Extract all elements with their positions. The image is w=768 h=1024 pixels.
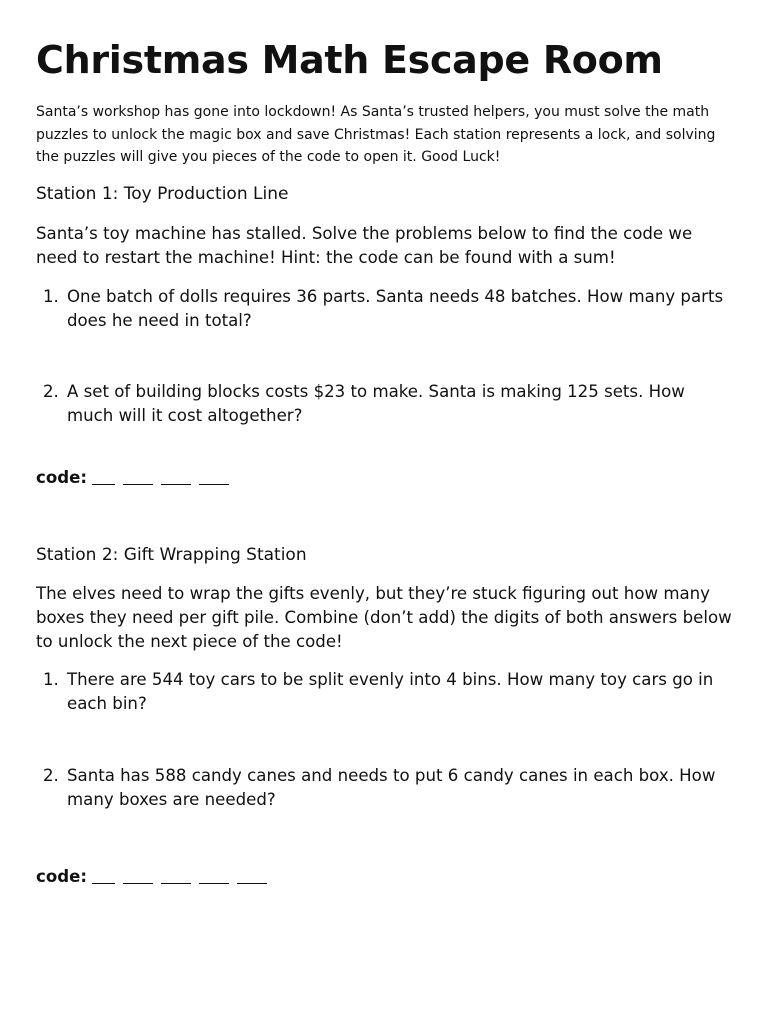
- code-label: code:: [36, 867, 88, 886]
- code-blank[interactable]: [161, 484, 191, 485]
- code-label: code:: [36, 468, 88, 487]
- station-1-code-line: [36, 466, 237, 490]
- question-number: 2.: [43, 382, 59, 401]
- question-text: One batch of dolls requires 36 parts. Santa needs 48 batches. How many parts does he need in total?: [67, 287, 724, 330]
- station-2-title: Station 2: Gift Wrapping Station: [36, 545, 307, 565]
- question-text: A set of building blocks costs $23 to make. Santa is making 125 sets. How much will it cost altogether?: [67, 382, 685, 425]
- code-blank[interactable]: [123, 484, 153, 485]
- code-blank[interactable]: [199, 484, 229, 485]
- question-text: There are 544 toy cars to be split evenly into 4 bins. How many toy cars go in each bin?: [67, 670, 714, 713]
- question-text: Santa has 588 candy canes and needs to put 6 candy canes in each box. How many boxes are needed?: [67, 766, 716, 809]
- code-blank[interactable]: [237, 883, 267, 884]
- page-title: Christmas Math Escape Room: [36, 38, 663, 82]
- question-number: 1.: [43, 287, 59, 306]
- station-2-description: The elves need to wrap the gifts evenly, but they’re stuck figuring out how many boxes they need per gift pile. Combine (don’t add) the digits of both answers below to unlock the next piece of the code!: [36, 584, 732, 651]
- code-blank[interactable]: [123, 883, 153, 884]
- station-2-code-line: [36, 865, 275, 889]
- code-blank[interactable]: [161, 883, 191, 884]
- question-number: 1.: [43, 670, 59, 689]
- station-1-description: Santa’s toy machine has stalled. Solve the problems below to find the code we need to restart the machine! Hint: the code can be found with a sum!: [36, 224, 693, 267]
- code-blank[interactable]: [199, 883, 229, 884]
- code-blank[interactable]: [92, 484, 115, 485]
- intro-paragraph: Santa’s workshop has gone into lockdown! As Santa’s trusted helpers, you must solve the math puzzles to unlock the magic box and save Christmas! Each station represents a lock, and solving the puzzles will give you pieces of the code to open it. Good Luck!: [36, 104, 716, 165]
- question-number: 2.: [43, 766, 59, 785]
- station-1-title: Station 1: Toy Production Line: [36, 184, 289, 204]
- code-blank[interactable]: [92, 883, 115, 884]
